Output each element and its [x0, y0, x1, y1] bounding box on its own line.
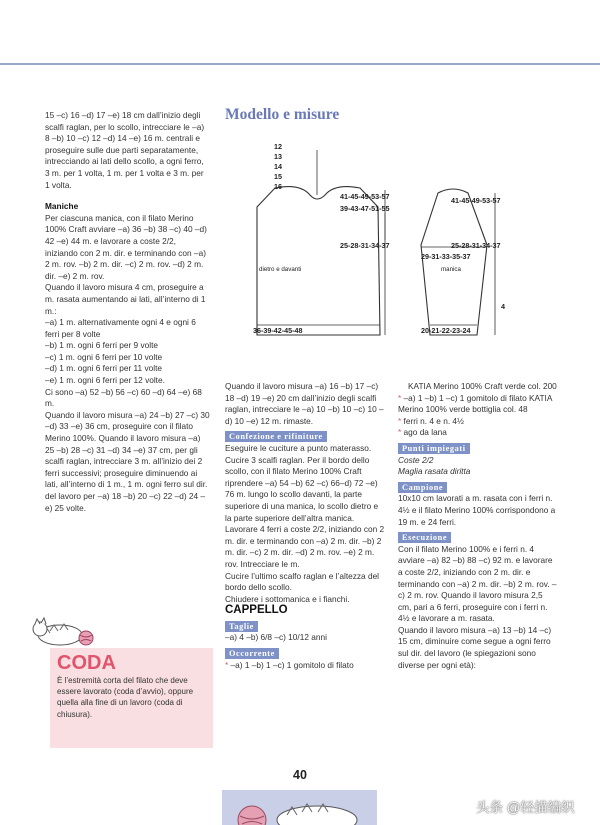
top-label: 16 [274, 182, 282, 191]
column-2 [225, 381, 385, 671]
bullet: * [398, 392, 402, 403]
piece-label-sleeve: manica [441, 266, 461, 273]
col1-line: –d) 1 m. ogni 6 ferri per 11 volte [45, 363, 162, 374]
col1-line: Ci sono –a) 52 –b) 56 –c) 60 –d) 64 –e) 68 m. [45, 386, 202, 409]
confezione-text-2: Cucire l’ultimo scalfo raglan e l’altezza del bordo dello scollo. [225, 570, 380, 593]
top-label: 14 [274, 162, 282, 171]
cuff-label: 4 [501, 302, 505, 311]
occ-item-text: ago da lana [403, 427, 447, 438]
bullet: * [398, 427, 402, 438]
campione-heading: Campione [398, 482, 447, 493]
garment-diagram [225, 135, 565, 375]
col1-line: –a) 1 m. alternativamente ogni 4 e ogni 6 ferri per 8 volte [45, 317, 196, 339]
esecuzione-text: Con il filato Merino 100% e i ferri n. 4 avviare –a) 82 –b) 88 –c) 92 m. e lavorare a coste 2/2, iniziando con 2 m. dir. e terminando con –a) 2 m. dir. –b) 2 m. rov. –c) 2 m. rov. Quando il lavoro misura 2,5 cm, pari a 6 ferri, proseguire con i ferri n. 4½ e lavorare a m. rasata. [398, 543, 557, 624]
column-1 [45, 110, 210, 514]
raglan-label-2: 39-43-47-51-55 [340, 204, 390, 213]
confezione-text-3: Chiudere i sottomanica e i fianchi. [225, 593, 350, 604]
occorrente-heading: Occorrente [225, 648, 279, 659]
page-number: 40 [293, 768, 307, 782]
sleeve-side-label: 25-28-31-34-37 [451, 241, 501, 250]
taglie-heading: Taglie [225, 621, 258, 632]
column-3 [398, 381, 558, 671]
maniche-heading: Maniche [45, 201, 79, 212]
piece-label-body: dietro e davanti [259, 266, 302, 273]
esecuzione-text-2: Quando il lavoro misura –a) 13 –b) 14 –c) 15 cm, diminuire come segue a ogni ferro sul dir. del lavoro (le spiegazioni sono diverse per ogni età): [398, 624, 552, 670]
raglan-label: 41-45-49-53-57 [340, 192, 390, 201]
confezione-heading: Confezione e rifiniture [225, 431, 327, 442]
top-label: 15 [274, 172, 282, 181]
punti-item: Coste 2/2 [398, 454, 434, 465]
esecuzione-heading: Esecuzione [398, 532, 451, 543]
section-title: Modello e misure [225, 106, 340, 123]
col1-line: Quando il lavoro misura –a) 24 –b) 27 –c) 30 –d) 33 –e) 36 cm, proseguire con il filato Merino 100%. Quando il lavoro misura –a) 25 –b) 28 –c) 31 –d) 34 –e) 37 cm, per gli scalfi raglan, intrecciare 3 m. all’inizio dei 2 ferri successivi; proseguire diminuendo ai lati, all’interno di 1 m., 1 m. ogni ferro sul dir. del lavoro per –a) 18 –b) 20 –c) 22 –d) 24 –e) 25 volte. [45, 409, 210, 513]
punti-heading: Punti impiegati [398, 443, 470, 454]
occorrente-text [225, 660, 385, 672]
col1-intro: 15 –c) 16 –d) 17 –e) 18 cm dall’inizio degli scalfi raglan, per lo scollo, intrecciare le –a) 8 –b) 10 –c) 12 –d) 14 –e) 16 m. centrali e proseguire sulle due parti separatamente, intrecciando ai lati dello scollo, a ogni ferro, 3 m. per 1 volta, 1 m. per 1 volta e 3 m. per 1 volta. [45, 110, 205, 190]
sleeve-bottom-label: 20-21-22-23-24 [421, 326, 471, 335]
bullet: * [398, 415, 402, 426]
col1-line: –e) 1 m. ogni 6 ferri per 12 volte. [45, 375, 165, 386]
maniche-text: Per ciascuna manica, con il filato Merino 100% Craft avviare –a) 36 –b) 38 –c) 40 –d) 42 –e) 44 m. e lavorare a coste 2/2, iniziando con 2 m. dir. e terminando con –a) 2 m. rov. –b) 2 m. dir. –c) 2 m. rov. –d) 2 m. dir. –e) 2 m. rov. [45, 212, 207, 281]
coda-text: È l’estremità corta del filato che deve essere lavorato (coda d’avvio), oppure quella alla fine di un lavoro (coda di chiusura). [57, 676, 194, 719]
taglie-text: –a) 4 –b) 6/8 –c) 10/12 anni [225, 632, 327, 643]
top-rule [0, 63, 600, 65]
col2-text1: Quando il lavoro misura –a) 16 –b) 17 –c) 18 –d) 19 –e) 20 cm dall’inizio degli scalfi raglan, intrecciare le –a) 10 –b) 10 –c) 10 –d) 10 –e) 12 m. rimaste. [225, 381, 384, 426]
occ-item [398, 393, 558, 416]
campione-text: 10x10 cm lavorati a m. rasata con i ferri n. 4½ e il filato Merino 100% corrispondono a 19 m. e 24 ferri. [398, 493, 556, 527]
sleeve-piece [421, 189, 487, 335]
sleeve-top-label: 41-45-49-53-57 [451, 196, 501, 205]
occ-item [398, 416, 558, 428]
top-label: 12 [274, 142, 282, 151]
col1-line: –c) 1 m. ogni 6 ferri per 10 volte [45, 351, 163, 362]
punti-item: Maglia rasata diritta [398, 466, 471, 477]
side-label: 25-28-31-34-37 [340, 241, 390, 250]
confezione-text: Eseguire le cuciture a punto materasso. Cucire 3 scalfi raglan. Per il bordo dello scollo, con il filato Merino 100% Craft riprendere –a) 54 –b) 62 –c) 66–d) 72 –e) 76 m. lungo lo scollo davanti, la parte superiore di una manica, lo scollo dietro e la parte superiore dell’altra manica. Lavorare 4 ferri a coste 2/2, iniziando con 2 m. dir. e terminando con –a) 2 m. dir. –b) 2 m. dir. –c) 2 m. dir. –d) 2 m. rov. –e) 2 m. rov. Intrecciare le m. [225, 442, 385, 569]
bottom-decoration [222, 790, 377, 825]
top-label: 13 [274, 152, 282, 161]
coda-title: CODA [57, 652, 116, 674]
watermark: 头条 @轻描编织 [476, 800, 575, 815]
cappello-heading: CAPPELLO [225, 604, 288, 617]
occ-cont: KATIA Merino 100% Craft verde col. 200 [408, 381, 557, 391]
bullet: * [225, 659, 229, 670]
bottom-label: 36-39-42-45-48 [253, 326, 303, 335]
occ-item-text: –a) 1 –b) 1 –c) 1 gomitolo di filato KATIA Merino 100% verde bottiglia col. 48 [398, 392, 552, 415]
occ-item [398, 427, 558, 439]
sleeve-inner-label: 29-31-33-35-37 [421, 252, 471, 261]
occorrente-line: –a) 1 –b) 1 –c) 1 gomitolo di filato [230, 659, 354, 670]
col1-line: Quando il lavoro misura 4 cm, proseguire a m. rasata aumentando ai lati, all’interno di 1 m.: [45, 282, 206, 316]
occ-item-text: ferri n. 4 e n. 4½ [403, 415, 464, 426]
top-margin [0, 0, 600, 64]
col1-line: –b) 1 m. ogni 6 ferri per 9 volte [45, 340, 158, 351]
